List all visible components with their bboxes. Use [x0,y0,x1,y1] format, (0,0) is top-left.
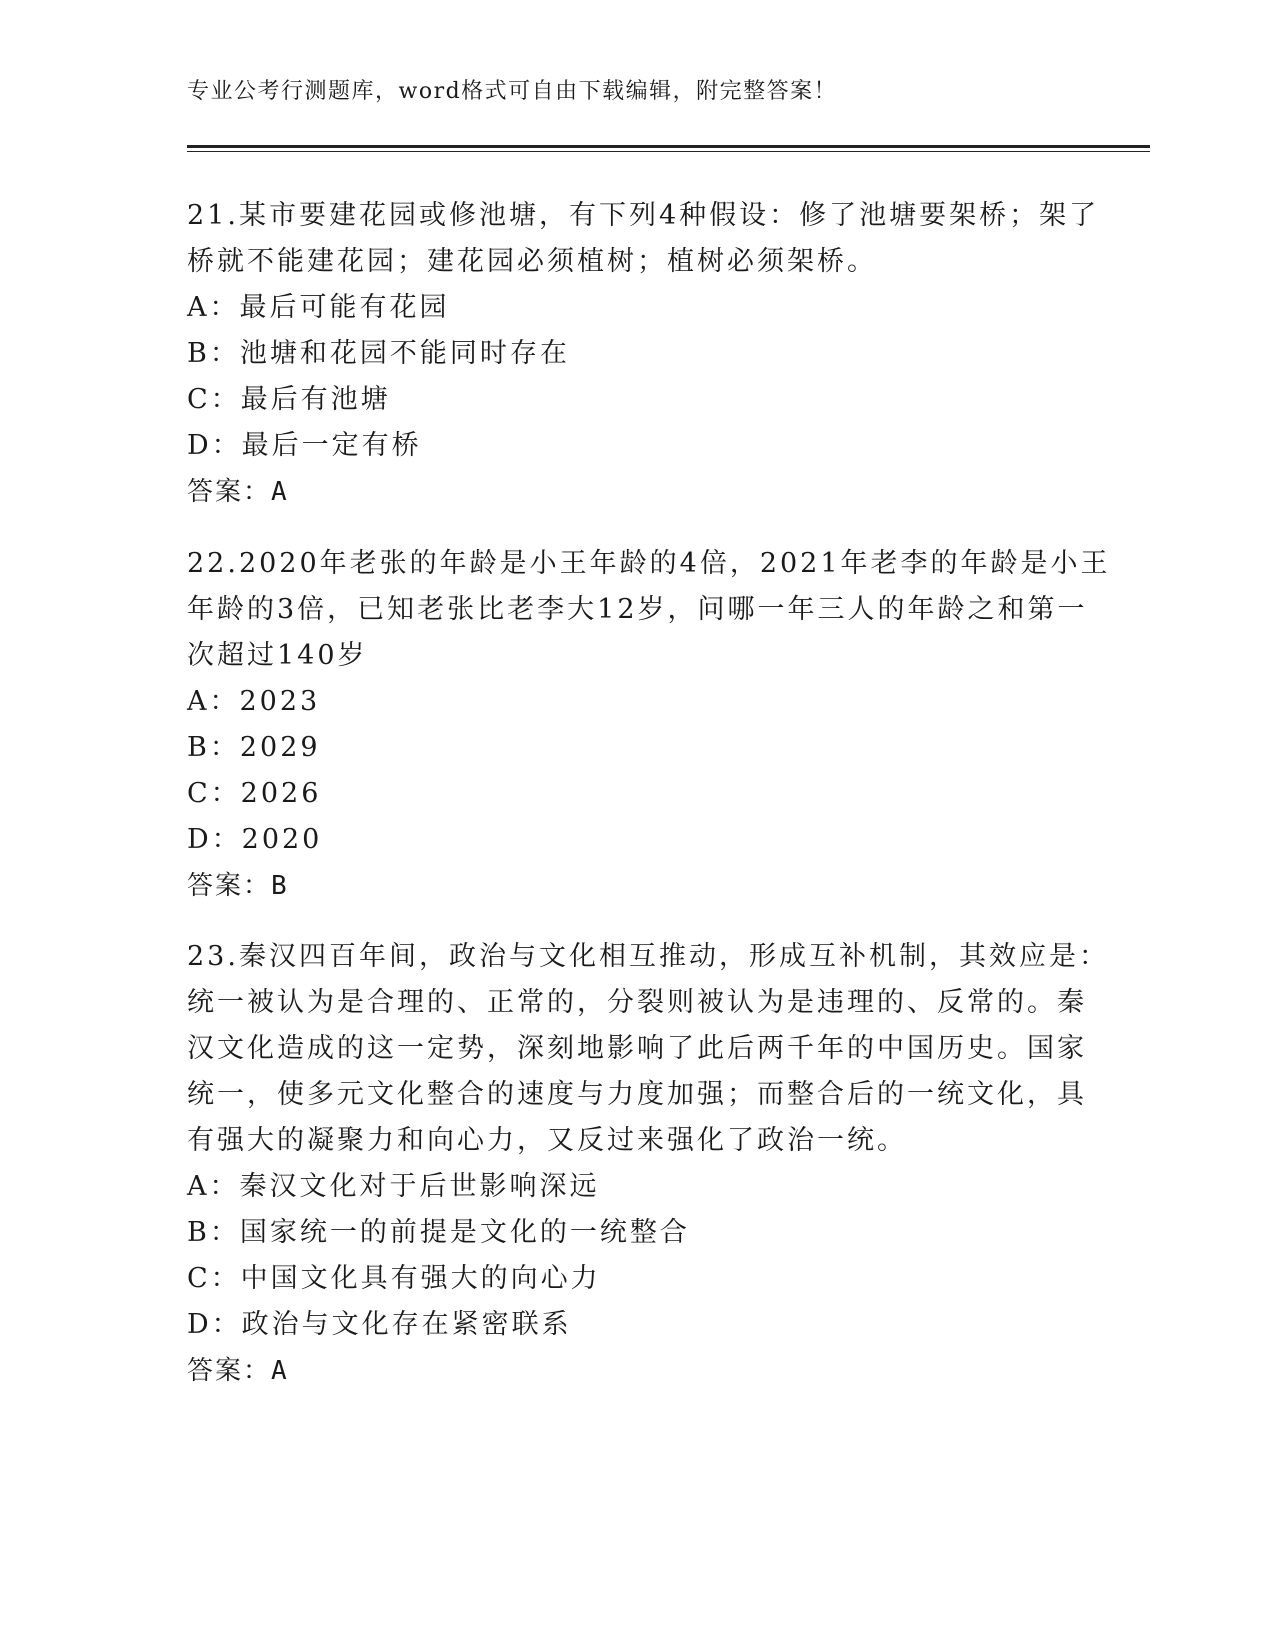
answer-line [187,1348,1087,1394]
question-text-line: 21.某市要建花园或修池塘，有下列4种假设：修了池塘要架桥；架了 [187,200,1100,231]
answer-value: A [271,477,289,507]
answer-label: 答案： [187,871,272,901]
question-text-line: 汉文化造成的这一定势，深刻地影响了此后两千年的中国历史。国家 [187,1033,1087,1064]
question-text-line: 23.秦汉四百年间，政治与文化相互推动，形成互补机制，其效应是： [187,941,1109,972]
answer-line [187,863,1087,909]
option-b: B：国家统一的前提是文化的一统整合 [187,1217,690,1248]
answer-label: 答案： [187,477,272,507]
question-21 [187,193,1100,515]
option-d: D：政治与文化存在紧密联系 [187,1309,572,1340]
option-b: B：池塘和花园不能同时存在 [187,338,570,369]
header-rule-thick [187,145,1150,148]
option-d: D：2020 [187,824,323,855]
header-rule-thin [187,151,1150,152]
answer-label: 答案： [187,1356,272,1386]
option-d: D：最后一定有桥 [187,430,422,461]
question-text-line: 次超过140岁 [187,640,368,671]
option-a: A：2023 [187,686,321,717]
question-23 [187,934,1109,1394]
question-text-line: 年龄的3倍，已知老张比老李大12岁，问哪一年三人的年龄之和第一 [187,594,1088,625]
question-text-line: 桥就不能建花园；建花园必须植树；植树必须架桥。 [187,246,877,277]
page-header-text: 专业公考行测题库，word格式可自由下载编辑，附完整答案！ [187,79,838,104]
option-b: B：2029 [187,732,321,763]
option-c: C：最后有池塘 [187,384,391,415]
question-22 [187,541,1111,909]
answer-value: A [271,1356,289,1386]
option-c: C：中国文化具有强大的向心力 [187,1263,601,1294]
answer-value: B [271,871,289,901]
question-text-line: 统一被认为是合理的、正常的，分裂则被认为是违理的、反常的。秦 [187,987,1087,1018]
option-a: A：秦汉文化对于后世影响深远 [187,1171,600,1202]
option-a: A：最后可能有花园 [187,292,450,323]
question-text-line: 22.2020年老张的年龄是小王年龄的4倍，2021年老李的年龄是小王 [187,548,1111,579]
question-text-line: 统一，使多元文化整合的速度与力度加强；而整合后的一统文化，具 [187,1079,1087,1110]
option-c: C：2026 [187,778,322,809]
answer-line [187,469,1087,515]
question-text-line: 有强大的凝聚力和向心力，又反过来强化了政治一统。 [187,1125,907,1156]
